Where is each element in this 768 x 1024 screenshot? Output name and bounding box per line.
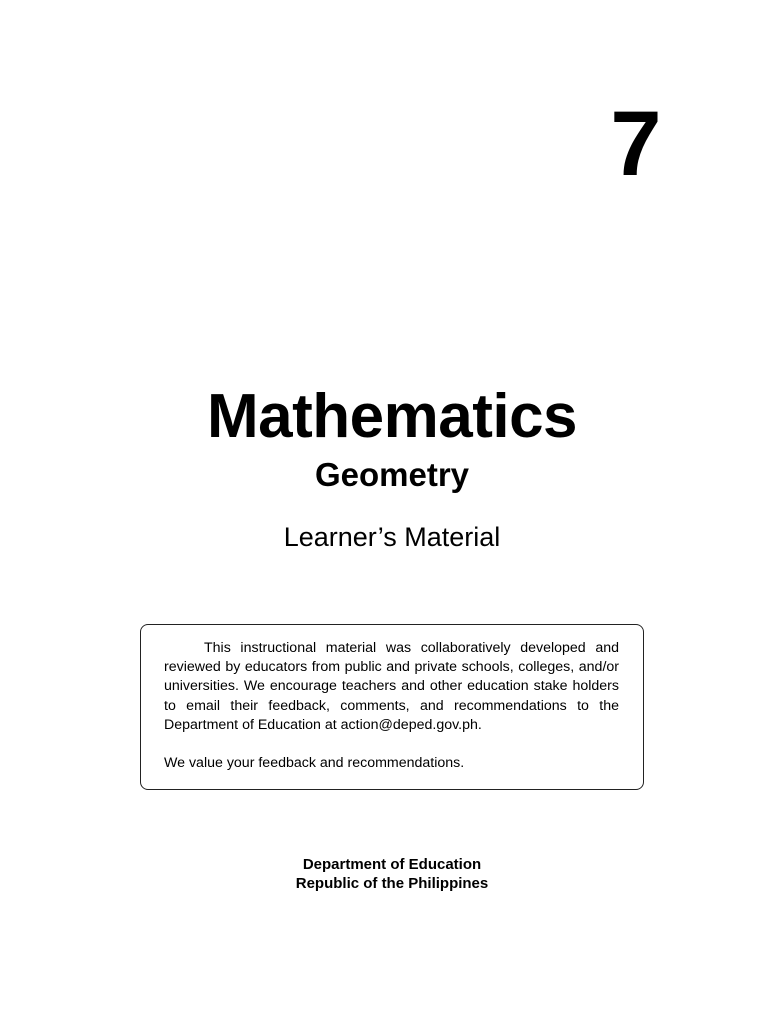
notice-paragraph: This instructional material was collaboratively developed and reviewed by educators from public and private schools, colleges, and/or universities. We encourage teachers and other education stake holders to email their feedback, comments, and recommendations to the Department of Education at action@deped.gov.ph.: [164, 640, 619, 733]
country-name: Republic of the Philippines: [295, 875, 489, 892]
notice-closing: We value your feedback and recommendations.: [164, 755, 465, 772]
department-name: Department of Education: [302, 856, 482, 873]
grade-number: 7: [610, 93, 662, 195]
book-subtitle: Geometry: [314, 456, 470, 493]
publisher-footer: [0, 855, 768, 893]
feedback-notice-box: [140, 624, 644, 790]
book-title: Mathematics: [206, 382, 578, 451]
material-type: Learner’s Material: [283, 522, 501, 552]
